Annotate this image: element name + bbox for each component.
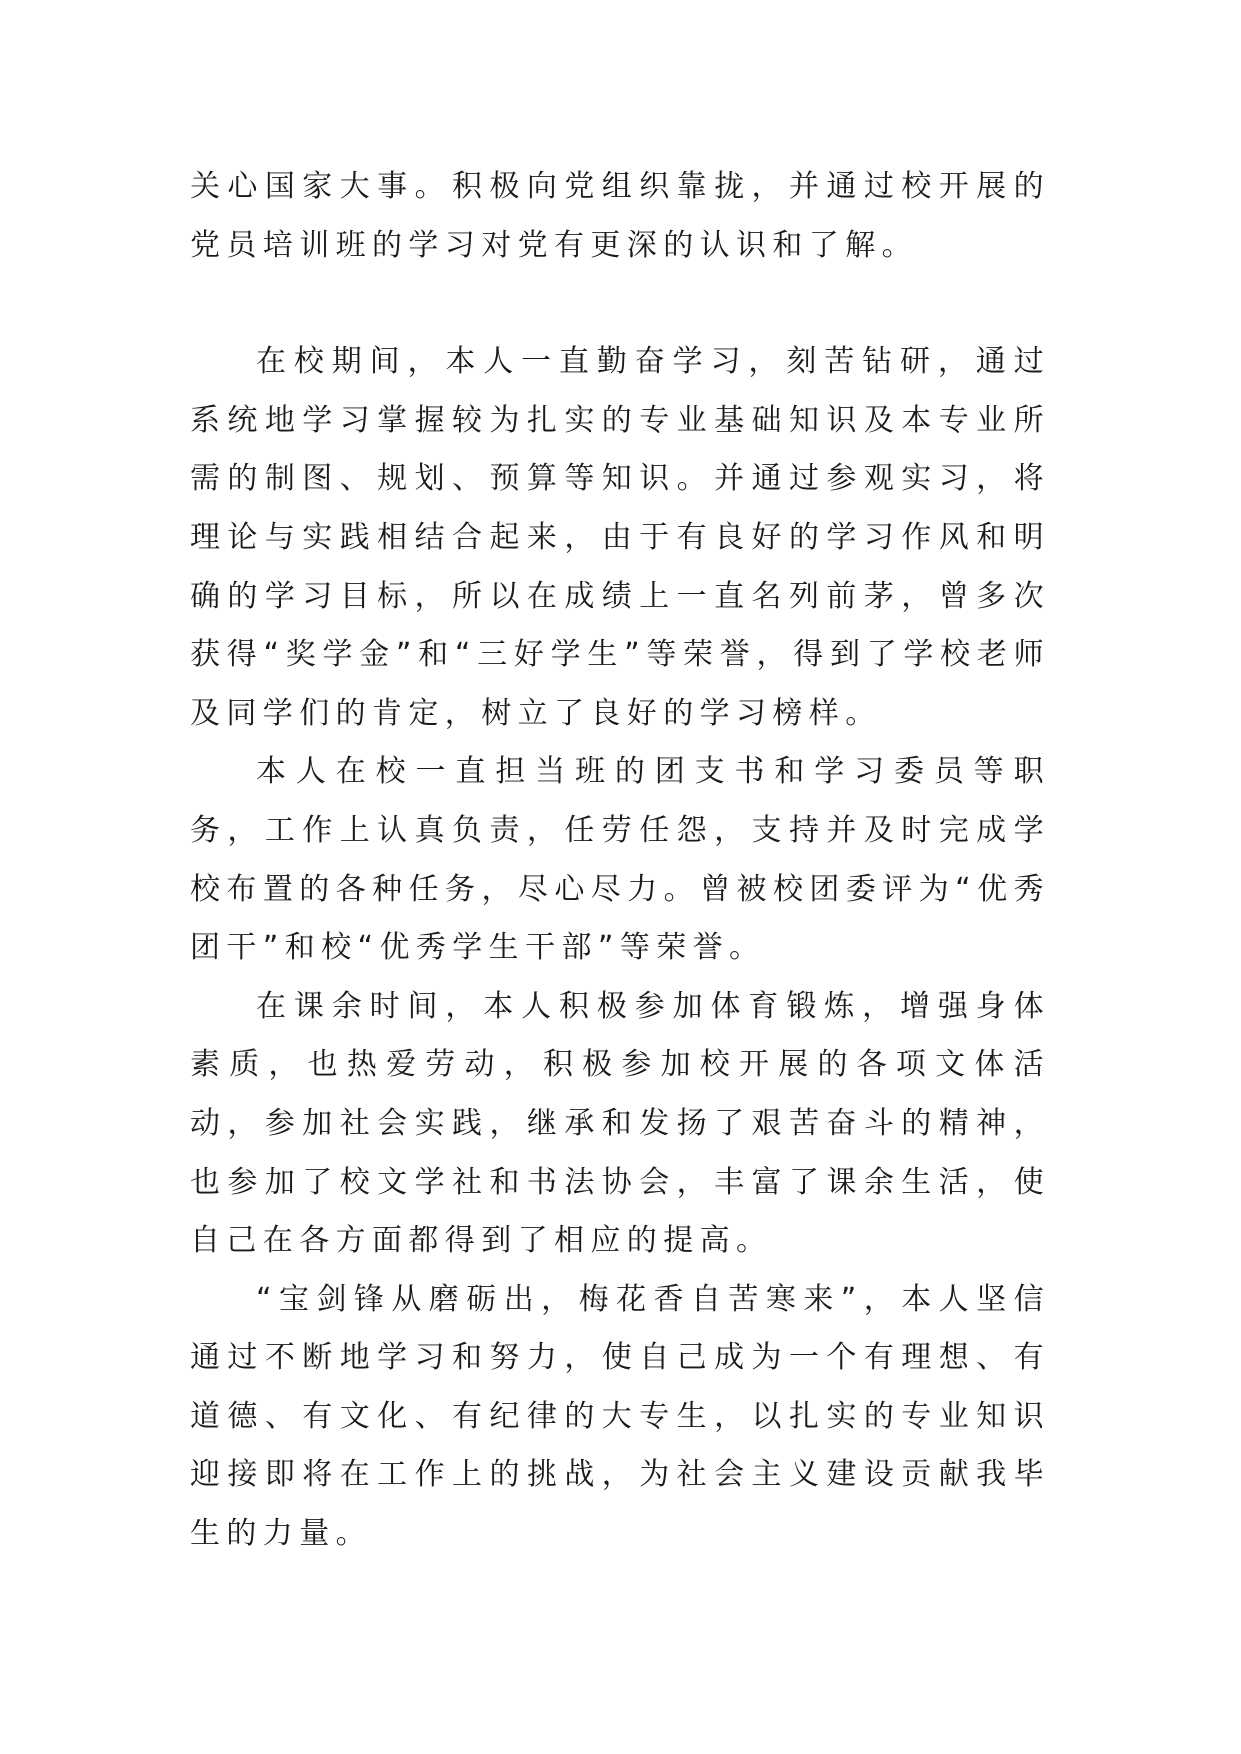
paragraph-party-continuation: 关心国家大事。积极向党组织靠拢，并通过校开展的党员培训班的学习对党有更深的认识和了解。 [190,169,1050,263]
paragraph-activities: 在课余时间，本人积极参加体育锻炼，增强身体素质，也热爱劳动，积极参加校开展的各项文体活动，参加社会实践，继承和发扬了艰苦奋斗的精神，也参加了校文学社和书法协会，丰富了课余生活，使自己在各方面都得到了相应的提高。 [190,988,1050,1259]
paragraph-gap [190,275,1050,333]
document-body [190,158,1050,1564]
paragraph-conclusion: “宝剑锋从磨砺出，梅花香自苦寒来”，本人坚信通过不断地学习和努力，使自己成为一个有理想、有道德、有文化、有纪律的大专生，以扎实的专业知识迎接即将在工作上的挑战，为社会主义建设贡献我毕生的力量。 [190,1281,1050,1552]
paragraph-duties: 本人在校一直担当班的团支书和学习委员等职务，工作上认真负责，任劳任怨，支持并及时完成学校布置的各种任务，尽心尽力。曾被校团委评为“优秀团干”和校“优秀学生干部”等荣誉。 [190,754,1050,966]
paragraph-study: 在校期间，本人一直勤奋学习，刻苦钻研，通过系统地学习掌握较为扎实的专业基础知识及本专业所需的制图、规划、预算等知识。并通过参观实习，将理论与实践相结合起来，由于有良好的学习作风和明确的学习目标，所以在成绩上一直名列前茅，曾多次获得“奖学金”和“三好学生”等荣誉，得到了学校老师及同学们的肯定，树立了良好的学习榜样。 [190,344,1050,731]
